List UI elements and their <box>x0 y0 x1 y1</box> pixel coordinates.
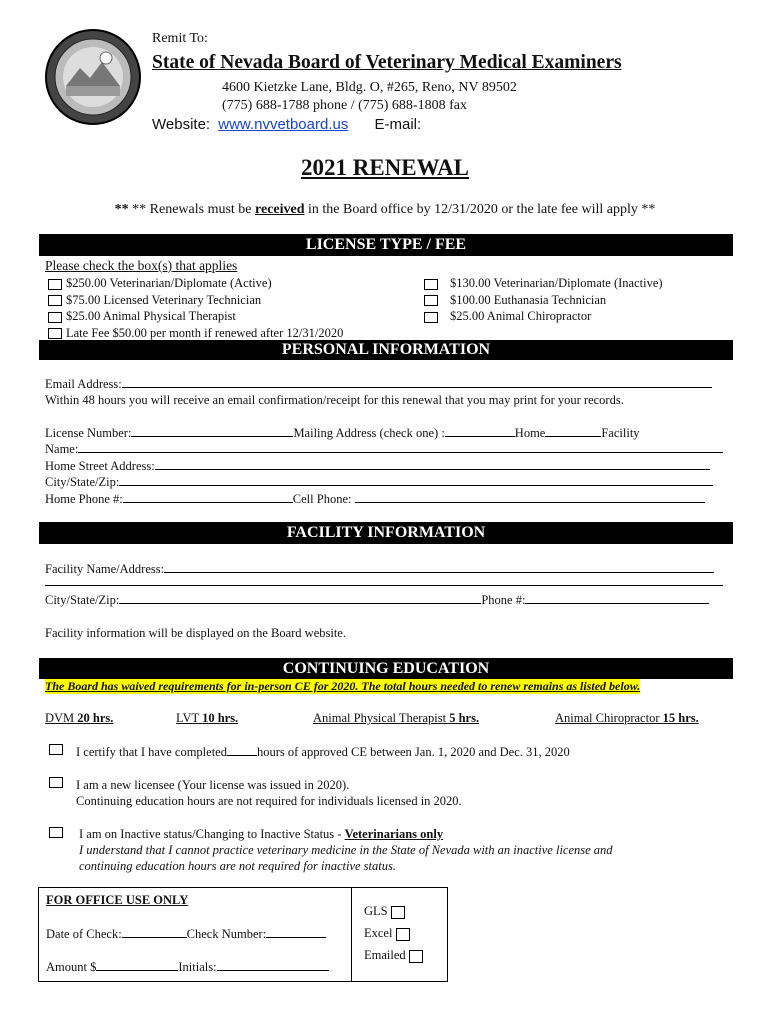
mailing-facility-label: Facility <box>601 426 640 440</box>
checkbox-vet-inactive[interactable] <box>424 279 438 290</box>
license-number-field[interactable] <box>131 425 293 437</box>
option-euthanasia: $100.00 Euthanasia Technician <box>450 292 607 307</box>
initials-label: Initials: <box>178 960 217 974</box>
facility-phone-field[interactable] <box>525 592 709 604</box>
city-field[interactable] <box>119 474 713 486</box>
facility-address-line2[interactable] <box>45 579 723 586</box>
email-address-label: Email Address: <box>45 377 122 391</box>
deadline-prefix: ** Renewals must be <box>132 202 252 217</box>
option-vet-active: $250.00 Veterinarian/Diplomate (Active) <box>66 276 272 290</box>
mailing-address-label: Mailing Address (check one) : <box>293 426 445 440</box>
ce-certify-b: hours of approved CE between Jan. 1, 2020 and Dec. 31, 2020 <box>256 745 570 759</box>
name-field[interactable] <box>78 441 723 453</box>
ce-hours-chiro <box>555 711 699 726</box>
personal-fields <box>45 376 725 507</box>
gls-label: GLS <box>364 904 388 918</box>
facility-city-field[interactable] <box>119 592 481 604</box>
ce-hours-lvt <box>176 711 238 726</box>
office-divider <box>351 888 352 981</box>
checkbox-chiropractor[interactable] <box>424 312 438 323</box>
email-note: Within 48 hours you will receive an email confirmation/receipt for this renewal that you may print for your records. <box>45 393 624 407</box>
license-type-bar: LICENSE TYPE / FEE <box>39 234 733 256</box>
remit-to-label: Remit To: <box>152 31 208 46</box>
inactive-note-1: I understand that I cannot practice veterinary medicine in the State of Nevada with an inactive license and <box>79 843 613 857</box>
date-check-label: Date of Check: <box>46 927 122 941</box>
checkbox-ce-certify[interactable] <box>49 744 63 755</box>
ce-apt-label: Animal Physical Therapist <box>313 711 447 725</box>
office-checklist <box>364 900 427 966</box>
ce-hours-dvm <box>45 711 113 726</box>
ce-certify-text <box>76 744 570 760</box>
license-left-column <box>48 276 343 342</box>
amount-field[interactable] <box>96 959 178 971</box>
facility-phone-label: Phone #: <box>481 593 526 607</box>
inactive-label: I am on Inactive status/Changing to Inactive Status - <box>79 827 342 841</box>
checkbox-euthanasia[interactable] <box>424 295 438 306</box>
website-row <box>152 116 421 133</box>
facility-city-label: City/State/Zip: <box>45 593 120 607</box>
option-vet-inactive: $130.00 Veterinarian/Diplomate (Inactive) <box>450 276 663 290</box>
deadline-suffix: in the Board office by 12/31/2020 or the late fee will apply ** <box>308 202 656 217</box>
renewal-deadline: ** ** Renewals must be received in the Board office by 12/31/2020 or the late fee will apply ** <box>114 202 656 217</box>
ce-certify-a: I certify that I have completed <box>76 745 227 759</box>
excel-label: Excel <box>364 926 393 940</box>
ce-hours-apt <box>313 711 479 726</box>
cell-phone-label: Cell Phone: <box>292 491 352 506</box>
facility-name-field[interactable] <box>164 561 714 573</box>
email-address-field[interactable] <box>122 376 712 388</box>
check-number-field[interactable] <box>266 926 326 938</box>
website-label: Website: <box>152 116 211 133</box>
checkbox-apt[interactable] <box>48 312 62 323</box>
checkbox-vet-active[interactable] <box>48 279 62 290</box>
cell-phone-field[interactable] <box>355 491 705 503</box>
checkbox-late-fee[interactable] <box>48 328 62 339</box>
amount-label: Amount $ <box>46 960 97 974</box>
ce-waiver-notice: The Board has waived requirements for in-person CE for 2020. The total hours needed to renew remains as listed below. <box>45 679 641 693</box>
facility-name-label: Facility Name/Address: <box>45 562 165 576</box>
office-amount-row <box>46 959 329 975</box>
inactive-text <box>79 826 613 874</box>
inactive-note-2: continuing education hours are not required for inactive status. <box>79 859 396 873</box>
home-phone-field[interactable] <box>123 491 293 503</box>
board-name: State of Nevada Board of Veterinary Medical Examiners <box>152 52 622 73</box>
check-number-label: Check Number: <box>186 927 267 941</box>
ce-dvm-label: DVM <box>45 711 75 725</box>
home-phone-label: Home Phone #: <box>45 491 123 506</box>
checkbox-lvt[interactable] <box>48 295 62 306</box>
email-label: E-mail: <box>374 116 422 133</box>
ce-hours-field[interactable] <box>227 744 257 756</box>
date-check-field[interactable] <box>122 926 187 938</box>
board-phone-fax: (775) 688-1788 phone / (775) 688-1808 fax <box>222 98 467 113</box>
deadline-received: received <box>255 202 305 217</box>
new-licensee-text <box>76 777 462 809</box>
ce-lvt-value: 10 hrs. <box>202 711 239 725</box>
page-title: 2021 RENEWAL <box>300 155 470 180</box>
license-right-column <box>424 276 663 326</box>
nevada-state-seal <box>44 28 142 126</box>
ce-apt-value: 5 hrs. <box>449 711 480 725</box>
mailing-facility-field[interactable] <box>545 425 601 437</box>
name-label: Name: <box>45 442 79 456</box>
mailing-home-field[interactable] <box>445 425 515 437</box>
city-label: City/State/Zip: <box>45 475 120 489</box>
facility-note: Facility information will be displayed on the Board website. <box>45 626 346 640</box>
mailing-home-label: Home <box>514 426 546 440</box>
emailed-label: Emailed <box>364 948 406 962</box>
office-date-check-row <box>46 926 326 942</box>
option-late-fee: Late Fee $50.00 per month if renewed after 12/31/2020 <box>66 325 344 340</box>
option-lvt: $75.00 Licensed Veterinary Technician <box>66 292 262 307</box>
checkbox-new-licensee[interactable] <box>49 777 63 788</box>
ce-chiro-value: 15 hrs. <box>662 711 699 725</box>
license-number-label: License Number: <box>45 426 132 440</box>
office-use-box <box>38 887 448 982</box>
street-field[interactable] <box>155 458 710 470</box>
checkbox-excel[interactable] <box>396 928 410 941</box>
board-address: 4600 Kietzke Lane, Bldg. O, #265, Reno, NV 89502 <box>222 80 517 95</box>
continuing-education-bar: CONTINUING EDUCATION <box>39 658 733 679</box>
initials-field[interactable] <box>217 959 329 971</box>
personal-information-bar: PERSONAL INFORMATION <box>39 340 733 360</box>
checkbox-inactive[interactable] <box>49 827 63 838</box>
option-apt: $25.00 Animal Physical Therapist <box>66 309 236 323</box>
ce-lvt-label: LVT <box>176 711 199 725</box>
facility-fields <box>45 561 730 641</box>
facility-information-bar: FACILITY INFORMATION <box>39 522 733 544</box>
checkbox-emailed[interactable] <box>409 950 423 963</box>
website-link[interactable]: www.nvvetboard.us <box>218 116 349 133</box>
ce-chiro-label: Animal Chiropractor <box>555 711 660 725</box>
inactive-vets-only: Veterinarians only <box>344 827 444 841</box>
office-use-title: FOR OFFICE USE ONLY <box>46 893 189 907</box>
ce-dvm-value: 20 hrs. <box>77 711 114 725</box>
license-instruction: Please check the box(s) that applies <box>45 258 238 273</box>
option-chiropractor: $25.00 Animal Chiropractor <box>450 309 592 323</box>
new-licensee-label: I am a new licensee (Your license was issued in 2020). <box>76 778 350 792</box>
checkbox-gls[interactable] <box>391 906 405 919</box>
new-licensee-note: Continuing education hours are not required for individuals licensed in 2020. <box>76 794 462 808</box>
street-label: Home Street Address: <box>45 458 155 473</box>
